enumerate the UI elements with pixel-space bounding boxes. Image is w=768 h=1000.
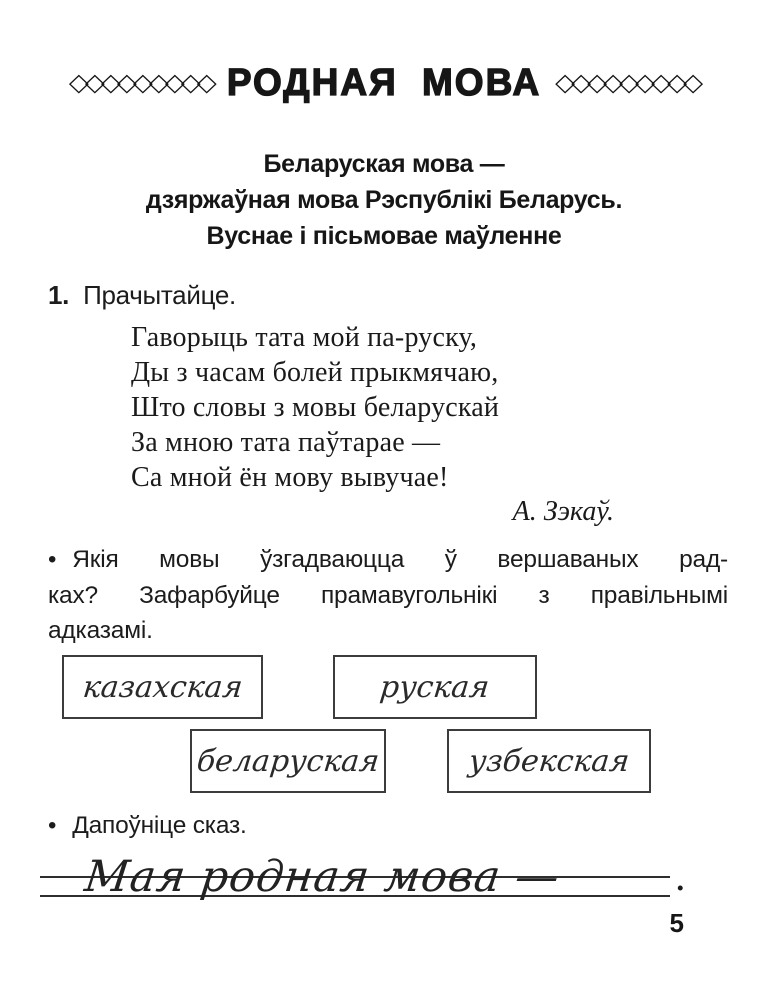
poem-line: Са мной ён мову вывучае! <box>131 462 449 493</box>
sentence-period: . <box>675 854 686 900</box>
task-question-line: адказамі. <box>48 617 153 644</box>
answer-box-label: беларуская <box>195 743 381 779</box>
chapter-header <box>0 62 768 104</box>
poem <box>131 320 499 495</box>
bullet-icon: • <box>48 546 57 573</box>
answer-box-label: узбекская <box>467 743 631 779</box>
complete-sentence-text: Дапоўніце сказ. <box>72 812 247 839</box>
task-question <box>48 542 728 649</box>
answer-box-kazakhskaya[interactable] <box>62 655 263 719</box>
exercise-line <box>48 280 236 311</box>
bullet-icon: • <box>48 812 57 839</box>
answer-box-uzbekskaya[interactable] <box>447 729 651 793</box>
lesson-title-line-3: Вуснае і пісьмовае маўленне <box>206 222 562 250</box>
poem-line: За мною тата паўтарае — <box>131 427 441 458</box>
lesson-title-line-2: дзяржаўная мова Рэспублікі Беларусь. <box>145 186 623 214</box>
lesson-title-line-1: Беларуская мова — <box>263 150 505 178</box>
lesson-title <box>0 146 768 254</box>
poem-line: Што словы з мовы беларускай <box>131 392 500 423</box>
complete-sentence-task <box>48 812 247 840</box>
diamond-ornament-left-icon: ◇◇◇◇◇◇◇◇◇ <box>68 68 213 98</box>
page-number: 5 <box>669 908 684 938</box>
poem-author: А. Зэкаў. <box>512 496 614 527</box>
answer-box-belaruskaya[interactable] <box>190 729 386 793</box>
poem-line: Ды з часам болей прыкмячаю, <box>131 357 499 388</box>
poem-line: Гаворыць тата мой па-руску, <box>131 322 478 353</box>
exercise-instruction: Прачытайце. <box>83 280 236 310</box>
chapter-title: РОДНАЯ МОВА <box>226 61 542 104</box>
handwriting-text[interactable]: Мая родная мова — <box>82 852 563 902</box>
task-question-text: Якія мовы ўзгадваюцца ў вершаваных рад- <box>72 546 728 573</box>
answer-box-label: руская <box>378 669 492 705</box>
task-question-line <box>48 542 728 578</box>
answer-box-ruskaya[interactable] <box>333 655 537 719</box>
answer-box-label: казахская <box>80 669 245 705</box>
exercise-number: 1. <box>48 280 70 310</box>
task-question-line: ках? Зафарбуйце прамавугольнікі з правільнымі <box>48 581 728 609</box>
diamond-ornament-right-icon: ◇◇◇◇◇◇◇◇◇ <box>555 68 700 98</box>
